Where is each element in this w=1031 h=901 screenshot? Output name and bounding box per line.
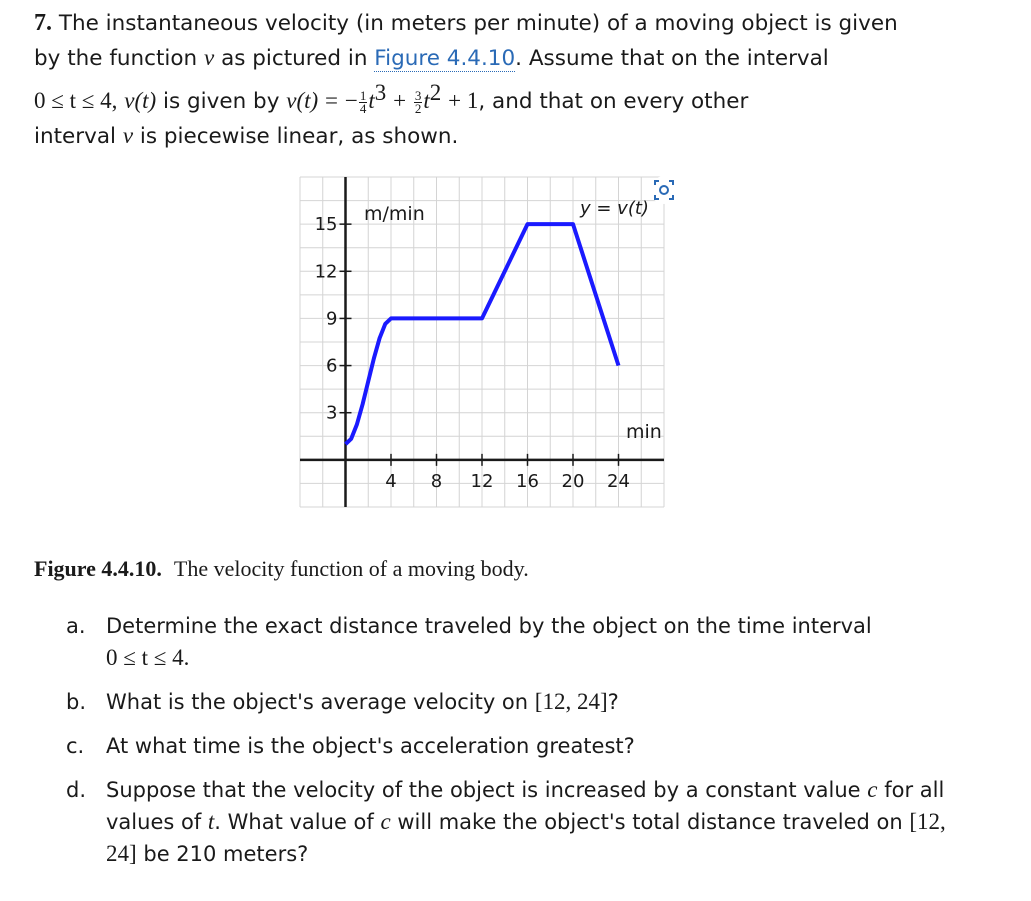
problem-line-4 — [34, 119, 994, 154]
part-label: d. — [66, 778, 87, 802]
problem-number: 7. — [34, 10, 52, 36]
part-text-span: will make the object's total distance traveled on — [397, 810, 903, 834]
math-v-of-t: v(t) — [124, 88, 157, 114]
math-c: c — [867, 777, 878, 802]
problem-text: is piecewise linear, as shown. — [139, 124, 459, 150]
part-b — [66, 686, 946, 718]
math-v-of-t: v(t) — [286, 88, 319, 114]
math-interval: 0 ≤ t ≤ 4. — [106, 645, 190, 670]
figure-4-4-10 — [298, 172, 688, 512]
x-tick-label: 12 — [470, 470, 494, 492]
x-tick-label: 16 — [516, 470, 539, 492]
math-v: v — [204, 45, 215, 70]
caption-text: The velocity function of a moving body. — [173, 556, 529, 581]
part-a — [66, 610, 946, 674]
part-text-span: Determine the exact distance traveled by the object on the time interval — [106, 614, 872, 638]
math-equals: = — [325, 88, 339, 114]
problem-text: , and that on every other — [478, 89, 749, 115]
x-tick-label: 24 — [607, 470, 630, 492]
x-tick-label: 4 — [385, 470, 397, 492]
math-interval: 0 ≤ t ≤ 4 — [34, 88, 112, 114]
part-text-span: At what time is the object's acceleration greatest? — [106, 734, 635, 758]
math-t: t — [207, 809, 215, 834]
math-plus-one: + 1 — [448, 88, 479, 114]
math-comma: , — [111, 88, 118, 114]
x-tick-label: 20 — [561, 470, 585, 492]
math-t: t — [423, 88, 430, 114]
part-text-span: What is the object's average velocity on — [106, 690, 529, 714]
part-label: b. — [66, 690, 87, 714]
part-label: c. — [66, 734, 85, 758]
part-text — [106, 610, 946, 674]
problem-line-1 — [34, 6, 994, 41]
question-parts — [66, 610, 946, 882]
zoom-icon[interactable] — [650, 176, 678, 204]
part-d — [66, 774, 946, 870]
problem-text: by the function — [34, 46, 198, 71]
frac-num: 3 — [414, 87, 422, 103]
problem-text: . Assume that on the interval — [515, 46, 829, 71]
curve-label: y = v(t) — [580, 198, 649, 219]
part-text-span: ? — [607, 690, 619, 714]
fraction-three-halves — [414, 87, 423, 116]
y-tick-label: 3 — [326, 402, 338, 424]
part-text-span: . What value of — [214, 810, 374, 834]
figure-caption — [34, 556, 529, 582]
figure-link[interactable]: Figure 4.4.10 — [374, 46, 516, 71]
y-tick-label: 15 — [314, 214, 338, 236]
part-label: a. — [66, 614, 86, 638]
math-interval: [12, 24] — [106, 809, 946, 866]
problem-line-3 — [34, 76, 994, 119]
x-axis-label: min — [626, 421, 662, 443]
part-text — [106, 686, 946, 718]
problem-text: as pictured in — [221, 46, 368, 71]
part-text-span: for all values of — [106, 778, 945, 834]
part-c — [66, 730, 946, 762]
part-text-span: Suppose that the velocity of the object is increased by a constant value — [106, 778, 861, 802]
math-c: c — [380, 809, 391, 834]
math-t: t — [368, 88, 375, 114]
frac-num: 1 — [359, 87, 367, 103]
y-axis-label: m/min — [364, 203, 425, 225]
math-exponent: 3 — [374, 80, 387, 105]
math-exponent: 2 — [429, 80, 442, 105]
frac-den: 4 — [359, 100, 367, 116]
caption-label: Figure 4.4.10. — [34, 556, 162, 581]
velocity-chart — [298, 172, 688, 512]
problem-statement — [34, 6, 994, 154]
part-text — [106, 774, 946, 870]
y-tick-label: 12 — [314, 261, 338, 283]
y-tick-label: 9 — [326, 308, 338, 330]
y-tick-label: 6 — [326, 355, 338, 377]
part-text-span: be 210 meters? — [143, 842, 309, 866]
math-plus: + — [393, 88, 407, 114]
fraction-one-quarter — [359, 87, 368, 116]
problem-line-2 — [34, 41, 994, 76]
problem-text: interval — [34, 124, 116, 150]
math-interval: [12, 24] — [534, 689, 608, 714]
math-minus: − — [344, 88, 358, 114]
math-v: v — [122, 123, 134, 149]
x-tick-label: 8 — [430, 470, 443, 492]
part-text — [106, 730, 946, 762]
frac-den: 2 — [414, 100, 422, 116]
problem-text: is given by — [163, 89, 280, 115]
problem-text: The instantaneous velocity (in meters per minute) of a moving object is given — [58, 11, 898, 36]
